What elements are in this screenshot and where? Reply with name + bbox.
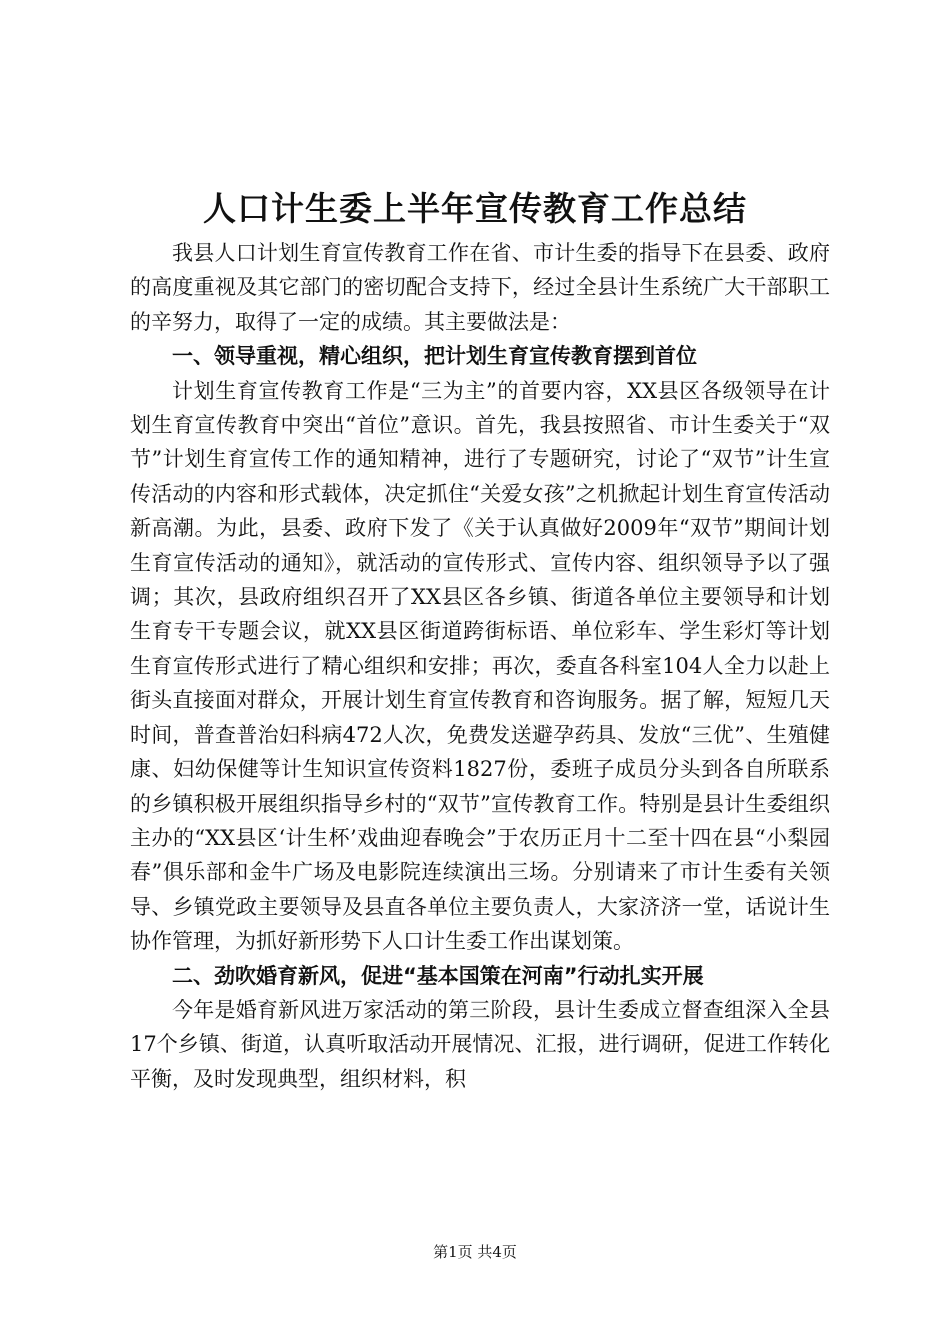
document-body: [130, 236, 830, 1096]
intro-paragraph: 我县人口计划生育宣传教育工作在省、市计生委的指导下在县委、政府的高度重视及其它部门的密切配合支持下，经过全县计生系统广大干部职工的辛努力，取得了一定的成绩。其主要做法是：: [130, 241, 830, 334]
section-2-paragraph: 今年是婚育新风进万家活动的第三阶段，县计生委成立督查组深入全县17个乡镇、街道，认真听取活动开展情况、汇报，进行调研，促进工作转化平衡，及时发现典型，组织材料，积: [130, 997, 830, 1091]
page-footer: 第1页 共4页: [433, 1243, 517, 1261]
section-2-heading: 二、劲吹婚育新风，促进“基本国策在河南”行动扎实开展: [172, 963, 704, 988]
document-title: 人口计生委上半年宣传教育工作总结: [203, 189, 747, 228]
section-1-heading: 一、领导重视，精心组织，把计划生育宣传教育摆到首位: [172, 344, 697, 369]
section-1-paragraph: 计划生育宣传教育工作是“三为主”的首要内容，XX县区各级领导在计划生育宣传教育中突出“首位”意识。首先，我县按照省、市计生委关于“双节”计划生育宣传工作的通知精神，进行了专题研究，讨论了“双节”计生宣传活动的内容和形式载体，决定抓住“关爱女孩”之机掀起计划生育宣传活动新高潮。为此，县委、政府下发了《关于认真做好2009年“双节”期间计划生育宣传活动的通知》，就活动的宣传形式、宣传内容、组织领导予以了强调；其次，县政府组织召开了XX县区各乡镇、街道各单位主要领导和计划生育专干专题会议，就XX县区街道跨街标语、单位彩车、学生彩灯等计划生育宣传形式进行了精心组织和安排；再次，委直各科室104人全力以赴上街头直接面对群众，开展计划生育宣传教育和咨询服务。据了解，短短几天时间，普查普治妇科病472人次，免费发送避孕药具、发放“三优”、生殖健康、妇幼保健等计生知识宣传资料1827份，委班子成员分头到各自所联系的乡镇积极开展组织指导乡村的“双节”宣传教育工作。特别是县计生委组织主办的“XX县区‘计生杯’戏曲迎春晚会”于农历正月十二至十四在县“小梨园春”俱乐部和金牛广场及电影院连续演出三场。分别请来了市计生委有关领导、乡镇党政主要领导及县直各单位主要负责人，大家济济一堂，话说计生协作管理，为抓好新形势下人口计生委工作出谋划策。: [130, 378, 830, 954]
